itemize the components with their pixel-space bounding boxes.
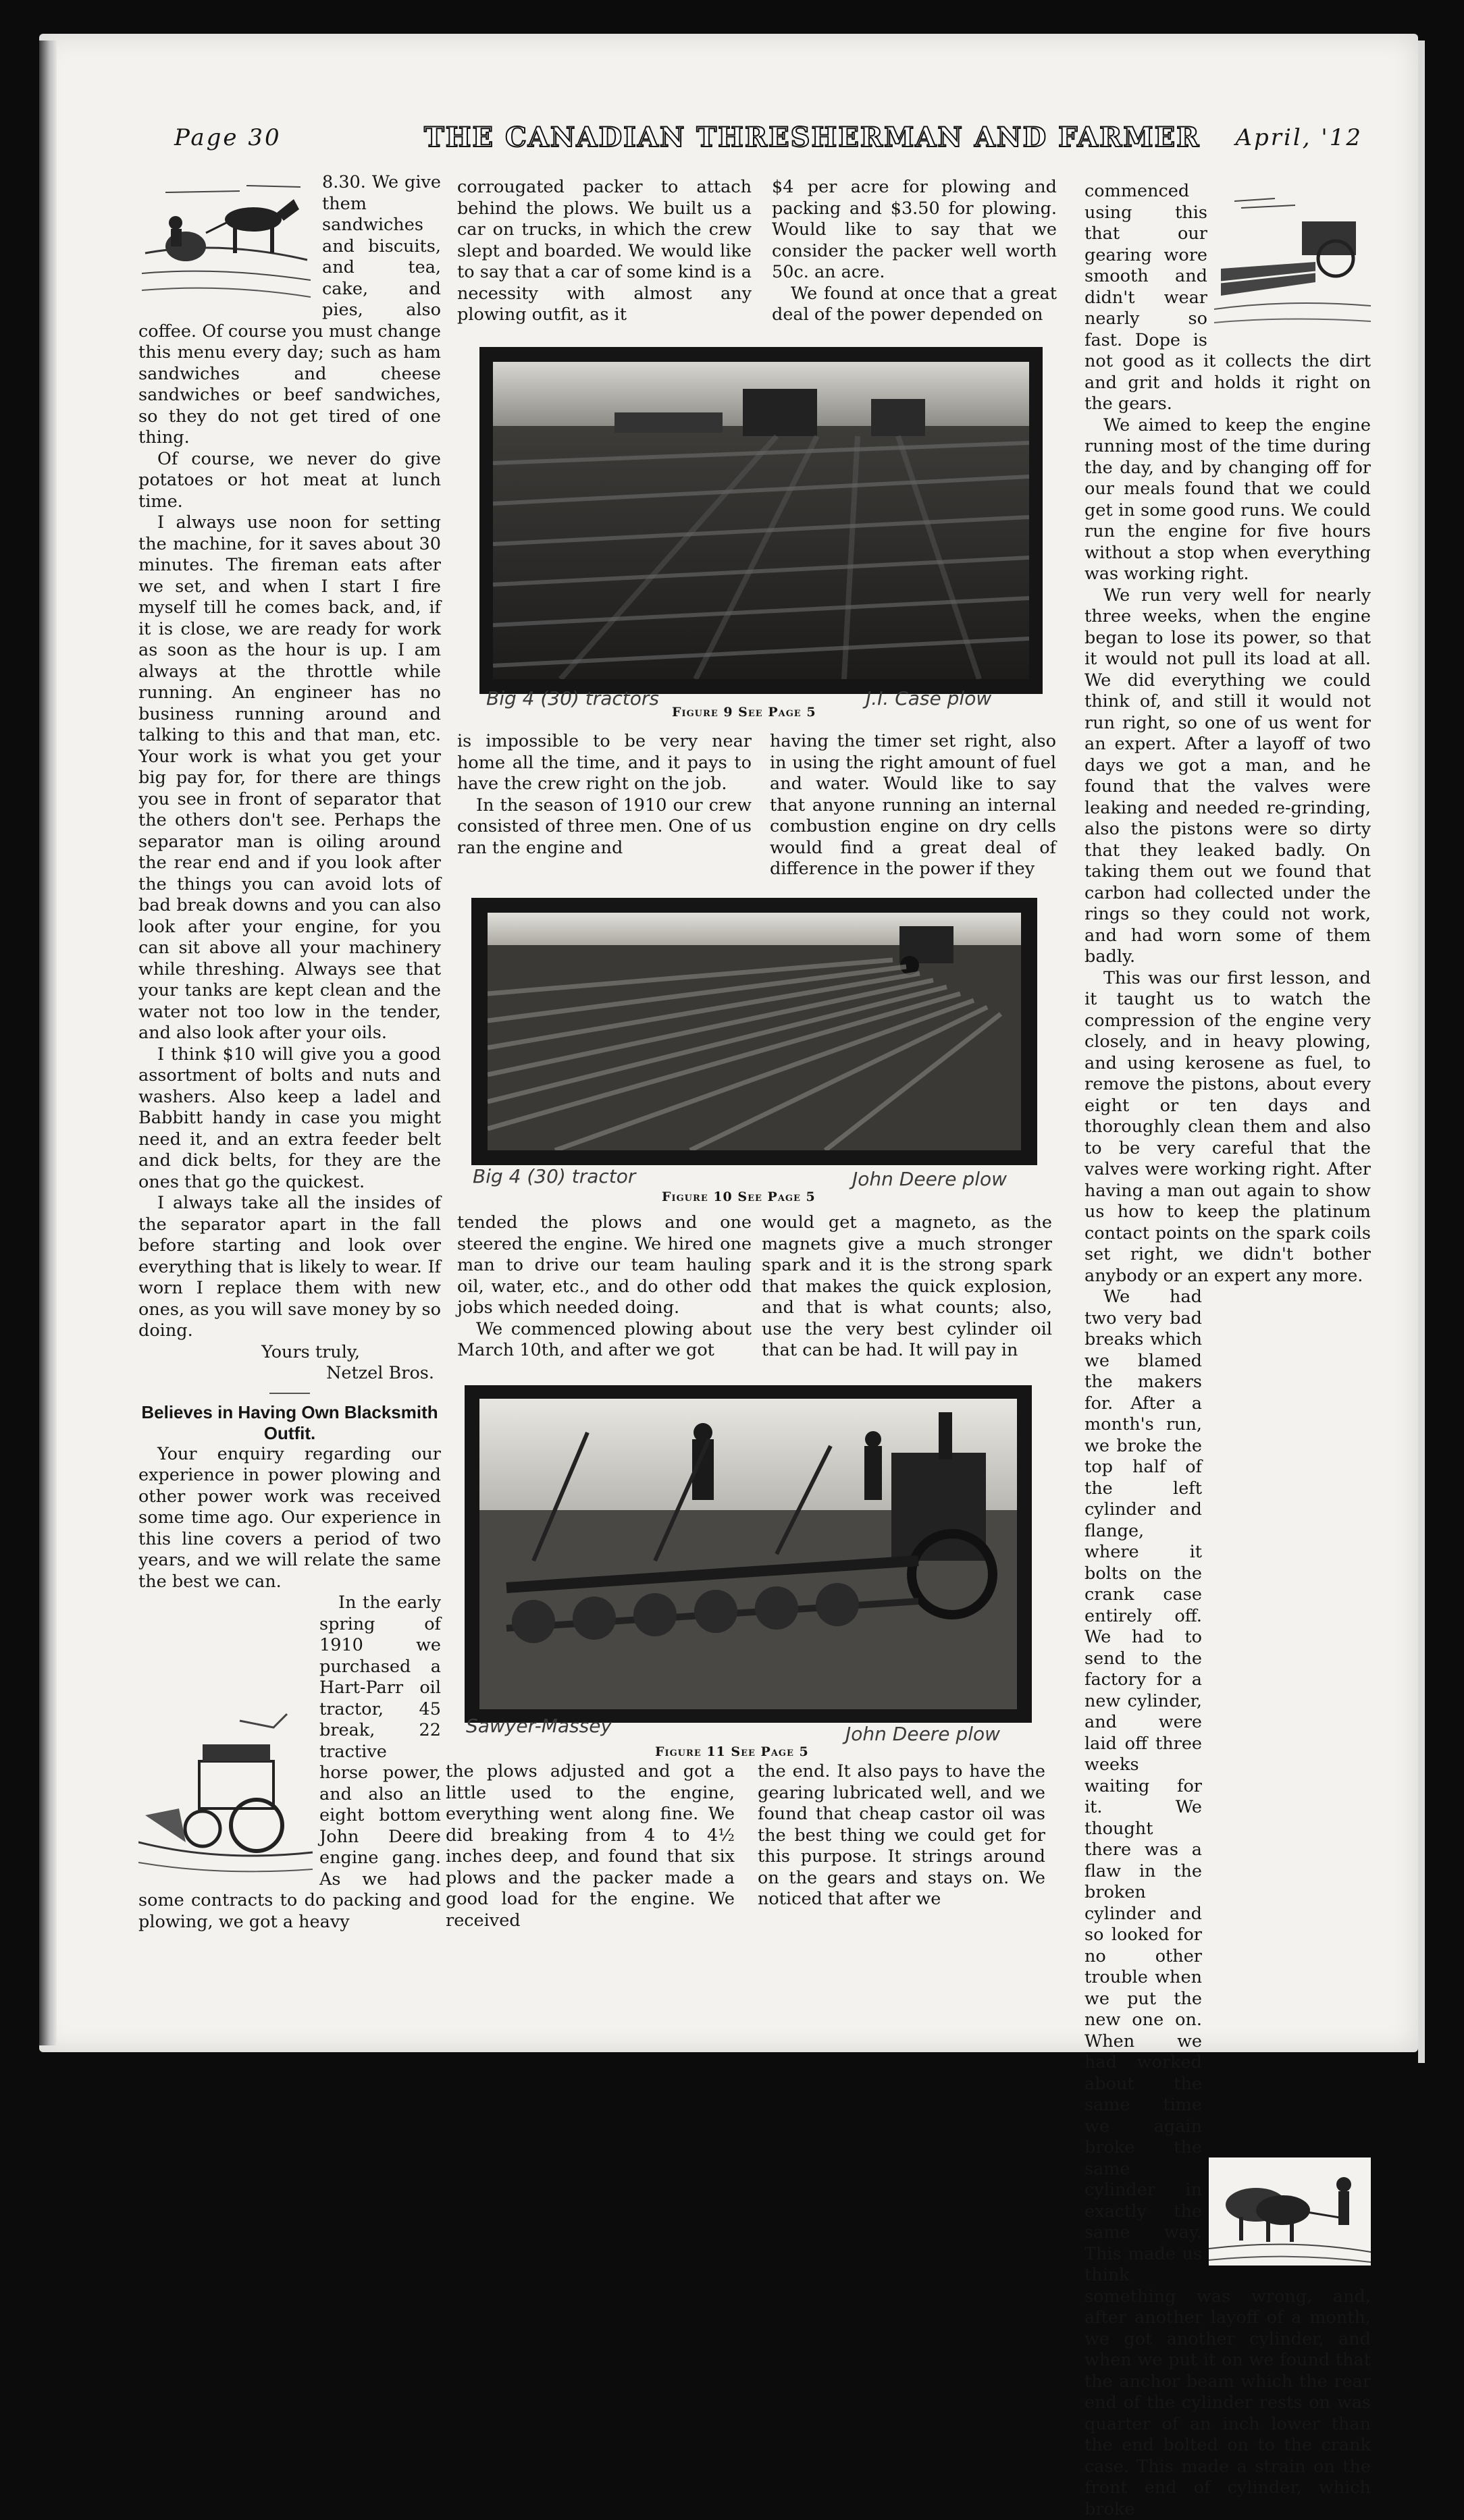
paragraph: tended the plows and one steered the engine. We hired one man to drive our team hauling oil, water, etc., and do other odd jobs which needed doing. <box>457 1212 752 1318</box>
figure-10-caption: Figure 10 See Page 5 <box>662 1189 816 1204</box>
column-1 <box>138 172 441 1933</box>
letter-signature: Netzel Bros. <box>326 1363 434 1383</box>
paragraph: We had two very bad breaks which we blamed the makers for. After a month's run, we broke the top half of the left cylinder and flange, where it bolts on the crank case entirely off. We had to send to the factory for a new cylinder, and were laid off three weeks waiting for it. We thought there was a flaw in the broken cylinder and so looked for no other trouble when we put the new one on. When we had worked about the same time we again broke the same cylinder in exactly the same way. This made us think something was wrong, and, after another layoff of a month, we got another cylinder, and when we put it on we found that the anchor beam which the rear end of the cylinder rests on was quarter of an inch lower than the end bolted on to the crank case. This made a strain on the front end of cylinder, which broke <box>1084 1287 1371 2519</box>
paragraph: I think $10 will give you a good assortment of bolts and nuts and washers. Also keep a ladel and Babbitt handy in case you might need it, and an extra feeder belt and dick belts, for they are the ones that go the quickest. <box>138 1044 441 1192</box>
figure-11-note-left: Sawyer-Massey <box>466 1715 612 1737</box>
column-2 <box>457 177 752 326</box>
tractor-packer-sketch <box>1214 181 1371 328</box>
paragraph: the end. It also pays to have the gearing lubricated well, and we found that cheap castor oil was the best thing we could get for this purpose. It strings around on the gears and stays on. We noticed that after we <box>758 1761 1045 1909</box>
figure-9-note-right: J.I. Case plow <box>866 687 992 709</box>
letter-closing: Yours truly, <box>261 1341 360 1362</box>
page-number: Page 30 <box>174 124 282 151</box>
column-3-mid <box>770 731 1056 880</box>
paragraph: corrougated packer to attach behind the plows. We built us a car on trucks, in which the crew slept and boarded. We would like to say that a car of some kind is a necessity with almost any plowing outfit, as it <box>457 177 752 325</box>
article-headline: Believes in Having Own Blacksmith Outfit. <box>141 1401 438 1443</box>
paragraph: I always use noon for setting the machine, for it saves about 30 minutes. The fireman eats after we set, and when I start I fire myself till he comes back, and, if it is close, we are ready for work as soon as the hour is up. I am always at the throttle while running. An engineer has no business running around and talking to this and that man, etc. Your work is what you get your big pay for, for there are things you see in front of separator that the others don't see. Perhaps the separator man is oiling around the rear end and if you look after the things you can avoid lots of bad break downs and you can also look after your engine, for you can sit above all your machinery while threshing. Always see that your tanks are kept clean and the water not too low in the tender, and also look after your oils. <box>138 512 441 1043</box>
paragraph: This was our first lesson, and it taught us to watch the compression of the engine very closely, and in heavy plowing, and using kerosene as fuel, to remove the pistons, about every eight or ten days and thoroughly clean them and also to be very careful that the valves were working right. After having a man out again to show us how to keep the platinum contact points on the spark coils set right, we didn't bother anybody or an expert any more. <box>1084 967 1371 1286</box>
column-3 <box>772 177 1057 326</box>
masthead: THE CANADIAN THRESHERMAN AND FARMER <box>424 122 1201 153</box>
paragraph: I always take all the insides of the separator apart in the fall before starting and look over everything that is likely to wear. If worn I replace them with new ones, as you will save money by so doing. <box>138 1193 441 1341</box>
figure-9-photo <box>479 347 1043 694</box>
page-header <box>174 122 1363 162</box>
figure-10-image <box>488 913 1021 1150</box>
page-binding <box>39 41 57 2045</box>
paragraph: In the early spring of 1910 we purchased a Hart-Parr oil tractor, 45 break, 22 tractive horse power, and also an eight bottom John Deere engine gang. As we had some contracts to do packing and plowing, we got a heavy <box>138 1592 441 1932</box>
paragraph: commenced using this that our gearing wore smooth and didn't wear nearly so fast. Dope is not good as it collects the dirt and grit and holds it right on the gears. <box>1084 181 1371 414</box>
figure-10-note-left: Big 4 (30) tractor <box>473 1165 636 1187</box>
paragraph: Your enquiry regarding our experience in power plowing and other power work was received some time ago. Our experience in this line covers a period of two years, and we will relate the same the best we can. <box>138 1443 441 1592</box>
oxen-plowing-sketch <box>1209 2157 1371 2266</box>
figure-9-caption: Figure 9 See Page 5 <box>672 705 816 720</box>
paragraph: having the timer set right, also in using the right amount of fuel and water. Would like to say that anyone running an internal combustion engine on dry cells would find a great deal of difference in the power if they <box>770 731 1056 879</box>
figure-11-note-right: John Deere plow <box>845 1723 1001 1745</box>
column-3-bottom <box>758 1761 1045 1910</box>
figure-11-image <box>479 1399 1017 1709</box>
paragraph: In the season of 1910 our crew consisted of three men. One of us ran the engine and <box>457 795 752 858</box>
plowing-horses-sketch <box>138 172 315 307</box>
column-2-mid <box>457 731 752 859</box>
figure-11-photo <box>465 1385 1032 1723</box>
figure-9-image <box>493 362 1029 679</box>
next-page-edge <box>1418 41 1464 2063</box>
issue-date: April, '12 <box>1235 124 1363 151</box>
paragraph: the plows adjusted and got a little used to the engine, everything went along fine. We did breaking from 4 to 4½ inches deep, and found that six plows and the packer made a good load for the engine. We received <box>446 1761 735 1931</box>
tractor-sketch <box>138 1707 313 1883</box>
paragraph: We found at once that a great deal of the power depended on <box>772 283 1057 325</box>
figure-9-note-left: Big 4 (30) tractors <box>486 687 660 709</box>
figure-10-note-right: John Deere plow <box>852 1168 1008 1190</box>
column-3-mid2 <box>762 1212 1052 1362</box>
paragraph: We commenced plowing about March 10th, and after we got <box>457 1318 752 1360</box>
column-2-mid2 <box>457 1212 752 1362</box>
section-divider <box>269 1393 310 1394</box>
paragraph: 8.30. We give them sandwiches and biscuits, and tea, cake, and pies, also coffee. Of course you must change this menu every day; such as ham sandwiches and cheese sandwiches or beef sandwiches, so they do not get tired of one thing. <box>138 172 441 448</box>
paragraph: We aimed to keep the engine running most of the time during the day, and by changing off for our meals found that we could get in some good runs. We could run the engine for five hours without a stop when everything was working right. <box>1084 414 1371 584</box>
paragraph: would get a magneto, as the magnets give a much stronger spark and it is the strong spark that makes the quick explosion, and that is what counts; also, use the very best cylinder oil that can be had. It will pay in <box>762 1212 1052 1360</box>
figure-10-photo <box>471 898 1037 1165</box>
paragraph: is impossible to be very near home all the time, and it pays to have the crew right on the job. <box>457 731 752 794</box>
paragraph: We run very well for nearly three weeks, when the engine began to lose its power, so that it would not pull its load at all. We did everything we could think of, and still it would not run right, so one of us went for an expert. After a layoff of two days we got a man, and he found that the valves were leaking and needed re-grinding, also the pistons were so dirty that they leaked badly. On taking them out we found that carbon had collected under the rings so they could not work, and had worn some of them badly. <box>1084 585 1371 967</box>
paragraph: $4 per acre for plowing and packing and $3.50 for plowing. Would like to say that we consider the packer well worth 50c. an acre. <box>772 177 1057 282</box>
paragraph: Of course, we never do give potatoes or hot meat at lunch time. <box>138 448 441 512</box>
column-4 <box>1084 181 1371 2520</box>
figure-11-caption: Figure 11 See Page 5 <box>655 1744 809 1759</box>
column-2-bottom <box>446 1761 735 1931</box>
